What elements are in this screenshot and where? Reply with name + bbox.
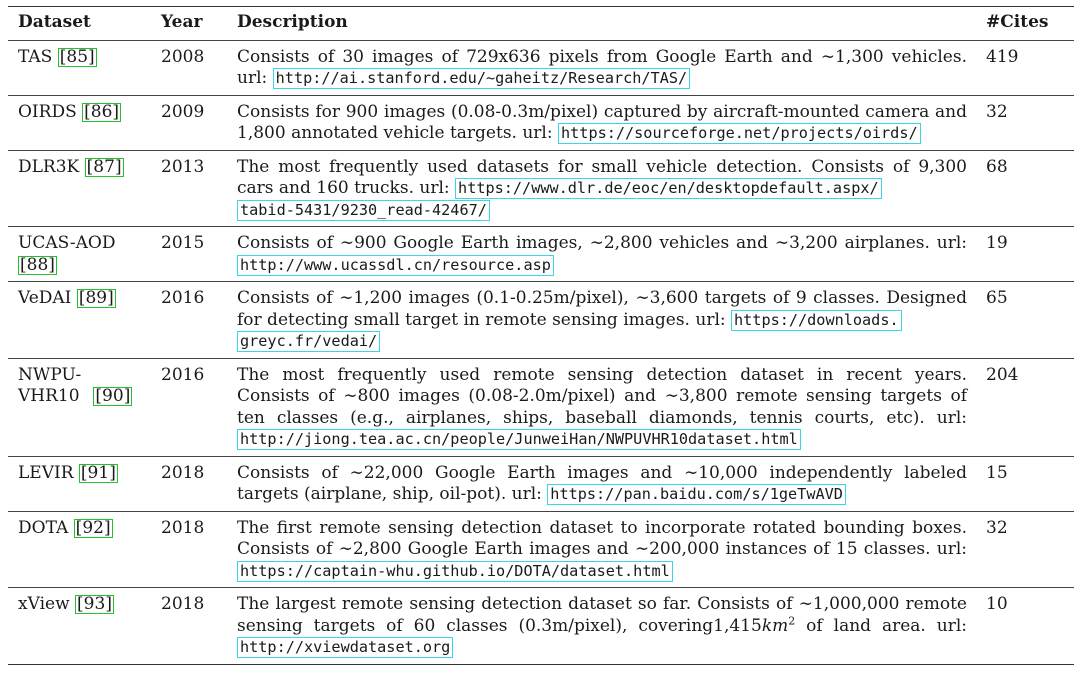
citation-link[interactable]: [91] <box>80 462 116 483</box>
description-cell <box>237 102 967 145</box>
citation-number: 86 <box>90 101 113 122</box>
dataset-name-cell <box>8 594 161 659</box>
url-link[interactable]: http://www.ucassdl.cn/resource.asp <box>237 255 554 276</box>
year-cell: 2013 <box>161 156 205 177</box>
citation-link[interactable]: [88] <box>20 254 55 275</box>
citation-link[interactable]: [92] <box>75 517 111 538</box>
cites-cell: 19 <box>986 233 1008 253</box>
cites-cell: 10 <box>986 594 1008 614</box>
table-row <box>8 282 1074 358</box>
cites-cell: 65 <box>986 288 1008 308</box>
citation-number: 89 <box>85 288 108 308</box>
description-tail: of land area. url: <box>795 615 967 636</box>
cites-cell: 15 <box>986 462 1008 483</box>
dataset-name: VeDAI <box>18 288 72 308</box>
header-year: Year <box>161 12 203 32</box>
header-dataset: Dataset <box>18 12 91 32</box>
cites-cell: 68 <box>986 156 1008 177</box>
table-row <box>8 41 1074 95</box>
dataset-name: LEVIR <box>18 462 74 483</box>
url-link[interactable]: http://ai.stanford.edu/~gaheitz/Research/TAS/ <box>273 68 690 89</box>
url-link[interactable]: https://www.dlr.de/eoc/en/desktopdefault.aspx/ <box>455 178 882 199</box>
table-row <box>8 588 1074 664</box>
table-row <box>8 151 1074 227</box>
citation-number: 92 <box>82 517 104 538</box>
citation-number: 85 <box>66 46 89 67</box>
header-cites: #Cites <box>986 12 1049 32</box>
description-text: The first remote sensing detection dataset to incorporate rotated bounding boxes. Consists of ∼2,800 Google Earth images and ∼200,000 instances of 15 classes. url: <box>237 517 967 559</box>
citation-number: 88 <box>26 254 49 275</box>
citation-number: 90 <box>102 386 124 406</box>
description-text: The most frequently used datasets for small vehicle detection. Consists of 9,300 cars and 160 trucks. url: <box>237 156 967 198</box>
description-text: Consists of 30 images of 729x636 pixels from Google Earth and ∼1,300 vehicles. url: <box>237 46 967 88</box>
citation-link[interactable]: [85] <box>59 46 95 67</box>
cites-cell: 32 <box>986 101 1008 122</box>
url-link[interactable]: https://captain-whu.github.io/DOTA/dataset.html <box>237 561 673 582</box>
table-row <box>8 359 1074 456</box>
dataset-name-cell <box>8 518 161 583</box>
description-cell <box>237 463 967 506</box>
url-link[interactable]: https://downloads. <box>731 310 902 331</box>
year-cell: 2016 <box>161 364 205 385</box>
description-cell <box>237 288 967 353</box>
description-text: Consists for 900 images (0.08-0.3m/pixel) captured by aircraft-mounted camera and 1,800 annotated vehicle targets. url: <box>237 101 967 143</box>
citation-link[interactable]: [86] <box>84 101 120 122</box>
dataset-name: xView <box>18 594 70 614</box>
url-link[interactable]: http://xviewdataset.org <box>237 637 453 658</box>
description-text: Consists of ∼1,200 images (0.1-0.25m/pixel), ∼3,600 targets of 9 classes. Designed for detecting small target in remote sensing images. url: <box>237 288 967 330</box>
dataset-name: OIRDS <box>18 101 77 122</box>
citation-number: 91 <box>87 462 110 483</box>
table-row <box>8 512 1074 588</box>
year-cell: 2018 <box>161 594 205 614</box>
dataset-name: DLR3K <box>18 156 80 177</box>
description-cell <box>237 365 967 451</box>
citation-link[interactable]: [89] <box>78 288 114 308</box>
year-cell: 2009 <box>161 101 205 122</box>
year-cell: 2018 <box>161 462 205 483</box>
description-cell <box>237 518 967 583</box>
dataset-name-cell <box>8 233 161 276</box>
dataset-name-cell <box>8 463 161 506</box>
url-link[interactable]: https://sourceforge.net/projects/oirds/ <box>558 123 921 144</box>
table-row <box>8 457 1074 511</box>
citation-number: 93 <box>83 594 106 614</box>
dataset-name-cell <box>8 288 161 353</box>
year-cell: 2008 <box>161 46 205 67</box>
url-link[interactable]: https://pan.baidu.com/s/1geTwAVD <box>547 484 846 505</box>
dataset-table <box>8 6 1074 665</box>
year-cell: 2018 <box>161 517 205 538</box>
dataset-name: DOTA <box>18 517 69 538</box>
year-cell: 2016 <box>161 288 205 308</box>
description-cell <box>237 233 967 276</box>
bottom-rule <box>8 664 1074 665</box>
url-link[interactable]: http://jiong.tea.ac.cn/people/JunweiHan/NWPUVHR10dataset.html <box>237 429 801 450</box>
cites-cell: 204 <box>986 364 1019 385</box>
description-cell <box>237 594 967 659</box>
area-unit-exponent: 2 <box>788 613 796 627</box>
table-row <box>8 227 1074 281</box>
dataset-name-cell <box>8 157 161 222</box>
dataset-name-cell <box>8 47 161 90</box>
description-text: The largest remote sensing detection dataset so far. Consists of ∼1,000,000 remote sensing targets of 60 classes (0.3m/pixel), covering1,415 <box>237 594 967 636</box>
citation-link[interactable]: [93] <box>77 594 112 614</box>
url-link-continued[interactable]: greyc.fr/vedai/ <box>237 331 380 352</box>
description-text: Consists of ∼22,000 Google Earth images and ∼10,000 independently labeled targets (airplane, ship, oil-pot). url: <box>237 462 967 504</box>
dataset-name-cell <box>8 365 161 451</box>
year-cell: 2015 <box>161 233 205 253</box>
header-description: Description <box>237 12 348 32</box>
description-text: Consists of ∼900 Google Earth images, ∼2,800 vehicles and ∼3,200 airplanes. url: <box>237 233 967 253</box>
description-text: The most frequently used remote sensing detection dataset in recent years. Consists of ∼800 images (0.08-2.0m/pixel) and ∼3,800 remote sensing targets of ten classes (e.g., airplanes, ships, baseball diamonds, tennis courts, etc). url: <box>237 364 967 428</box>
citation-link[interactable]: [90] <box>95 386 131 406</box>
dataset-name: UCAS-AOD <box>18 233 116 253</box>
description-cell <box>237 47 967 90</box>
citation-link[interactable]: [87] <box>86 156 122 177</box>
dataset-name-cell <box>8 102 161 145</box>
cites-cell: 419 <box>986 46 1019 67</box>
table-header <box>8 7 1074 40</box>
area-unit: km <box>761 615 789 636</box>
description-cell <box>237 157 967 222</box>
cites-cell: 32 <box>986 517 1008 538</box>
table-row <box>8 96 1074 150</box>
url-link-continued[interactable]: tabid-5431/9230_read-42467/ <box>237 200 490 221</box>
dataset-name: NWPU-VHR10 <box>18 364 82 406</box>
dataset-name: TAS <box>18 46 53 67</box>
citation-number: 87 <box>93 156 115 177</box>
